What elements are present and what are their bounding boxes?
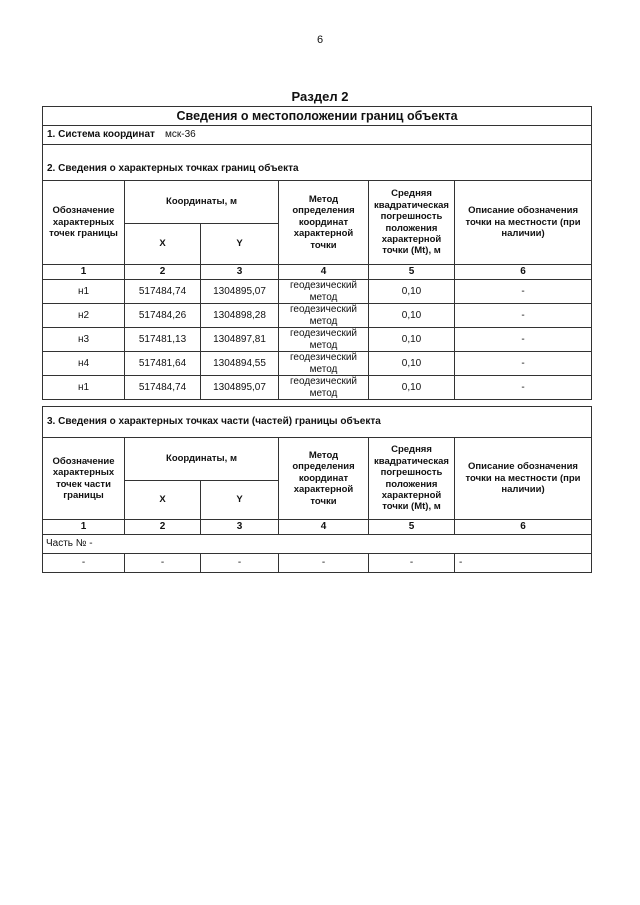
header-y: Y [201,224,279,265]
method: геодезический метод [279,328,369,352]
header-coords: Координаты, м [125,438,279,481]
table-title: Сведения о местоположении границ объекта [43,107,592,126]
col-number: 3 [201,520,279,535]
description: - [455,376,592,400]
empty-cell: - [43,554,125,573]
col-number: 6 [455,520,592,535]
page-number: 6 [316,34,324,46]
empty-cell: - [125,554,201,573]
header-description: Описание обозначения точки на местности (при наличии) [455,438,592,520]
method: геодезический метод [279,280,369,304]
header-y: Y [201,481,279,520]
table-row [43,328,592,352]
col-number: 5 [369,520,455,535]
accuracy: 0,10 [369,280,455,304]
col-number: 2 [125,265,201,280]
col-number: 4 [279,520,369,535]
col-number: 5 [369,265,455,280]
coord-system-label: 1. Система координат [47,129,155,140]
coord-y: 1304897,81 [201,328,279,352]
header-coords: Координаты, м [125,181,279,224]
col-number: 4 [279,265,369,280]
section3-title: 3. Сведения о характерных точках части (частей) границы объекта [43,407,592,438]
section-heading: Раздел 2 [291,89,349,104]
col-number: 6 [455,265,592,280]
accuracy: 0,10 [369,376,455,400]
coord-x: 517484,74 [125,376,201,400]
table-row [43,554,592,573]
description: - [455,304,592,328]
description: - [455,280,592,304]
col-number: 3 [201,265,279,280]
point-id: н2 [43,304,125,328]
point-id: н4 [43,352,125,376]
header-x: X [125,224,201,265]
col-number: 1 [43,520,125,535]
header-accuracy: Средняя квадратическая погрешность положения характерной точки (Mt), м [369,438,455,520]
coord-y: 1304895,07 [201,280,279,304]
coord-x: 517481,64 [125,352,201,376]
point-id: н1 [43,376,125,400]
empty-cell: - [279,554,369,573]
header-designation: Обозначение характерных точек части границы [43,438,125,520]
accuracy: 0,10 [369,304,455,328]
method: геодезический метод [279,304,369,328]
accuracy: 0,10 [369,352,455,376]
column-numbers-row [43,520,592,535]
coord-system-row [43,126,592,145]
empty-cell: - [455,554,592,573]
description: - [455,352,592,376]
empty-cell: - [201,554,279,573]
description: - [455,328,592,352]
point-id: н3 [43,328,125,352]
table-row [43,352,592,376]
coord-x: 517484,26 [125,304,201,328]
parts-table [42,406,592,573]
header-method: Метод определения координат характерной точки [279,181,369,265]
header-designation: Обозначение характерных точек границы [43,181,125,265]
col-number: 2 [125,520,201,535]
empty-cell: - [369,554,455,573]
point-id: н1 [43,280,125,304]
col-number: 1 [43,265,125,280]
part-label: Часть № - [43,535,592,554]
table-row [43,304,592,328]
header-x: X [125,481,201,520]
coord-y: 1304898,28 [201,304,279,328]
section2-title: 2. Сведения о характерных точках границ объекта [43,145,592,181]
header-description: Описание обозначения точки на местности (при наличии) [455,181,592,265]
method: геодезический метод [279,352,369,376]
coord-system-value: мск-36 [165,129,196,140]
boundary-table [42,106,592,400]
table-row [43,376,592,400]
coord-y: 1304895,07 [201,376,279,400]
method: геодезический метод [279,376,369,400]
header-accuracy: Средняя квадратическая погрешность положения характерной точки (Mt), м [369,181,455,265]
accuracy: 0,10 [369,328,455,352]
coord-x: 517481,13 [125,328,201,352]
header-method: Метод определения координат характерной точки [279,438,369,520]
column-numbers-row [43,265,592,280]
table-row [43,280,592,304]
coord-x: 517484,74 [125,280,201,304]
coord-y: 1304894,55 [201,352,279,376]
